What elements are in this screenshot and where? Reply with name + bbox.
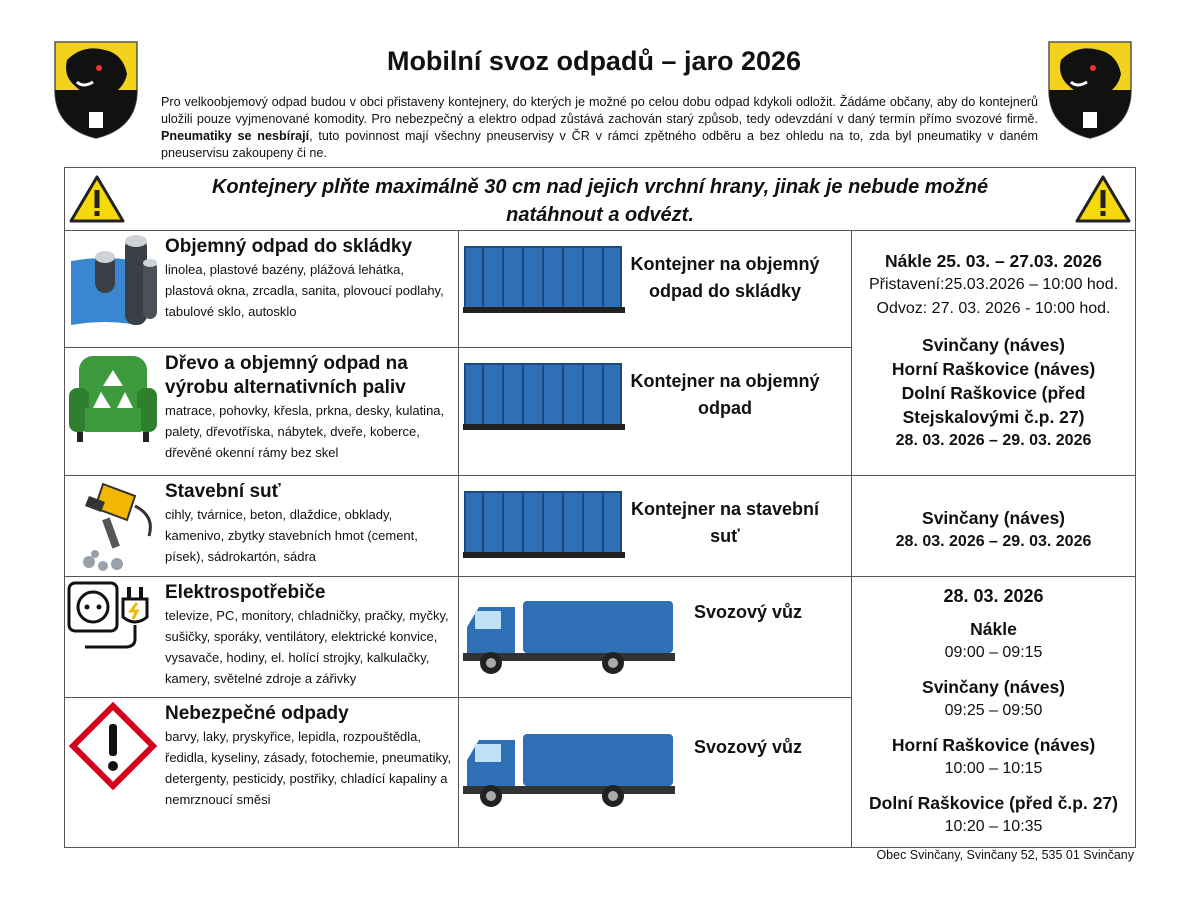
warning-row bbox=[65, 168, 1136, 231]
schedule-cell bbox=[852, 231, 1136, 476]
table-row bbox=[65, 231, 1136, 348]
schedule-date: 28. 03. 2026 bbox=[943, 586, 1044, 606]
category-title: Dřevo a objemný odpad na výrobu alternativních paliv bbox=[165, 353, 408, 398]
category-title: Nebezpečné odpady bbox=[165, 703, 349, 724]
electric-socket-plug-icon bbox=[65, 577, 161, 677]
footer-address: Obec Svinčany, Svinčany 52, 535 01 Svinčany bbox=[876, 848, 1134, 862]
intro-text-1: Pro velkoobjemový odpad budou v obci přistaveny kontejnery, do kterých je možné po celou dobu odpad kdykoli odložit. Žádáme občany, aby do kontejnerů uložili pouze vyjmenované komodity. Pro nebezpečný a elektro odpad zůstává zachován starý způsob, tedy odevzdání v daný termín přímo svozové firmě. bbox=[161, 95, 1038, 126]
category-description: barvy, laky, pryskyřice, lepidla, rozpouštědla, ředidla, kyseliny, zásady, fotochemie, pneumatiky, detergenty, pesticidy, postřiky, chladící kapaliny a nemrznoucí směsi bbox=[165, 729, 452, 807]
schedule-line: Svinčany (náves) bbox=[922, 508, 1065, 528]
schedule-place: Dolní Raškovice (před č.p. 27) bbox=[869, 793, 1118, 813]
schedule-place: Horní Raškovice (náves) bbox=[891, 735, 1096, 755]
vehicle-cell bbox=[459, 348, 852, 476]
roll-off-container-icon bbox=[463, 482, 625, 562]
recycled-armchair-icon bbox=[65, 348, 161, 448]
warning-text: Kontejnery plňte maximálně 30 cm nad jejich vrchní hrany, jinak je nebude možné natáhnout a odvézt. bbox=[211, 176, 989, 226]
roll-off-container-icon bbox=[463, 354, 625, 434]
warning-triangle-icon bbox=[69, 174, 125, 224]
category-cell bbox=[65, 476, 459, 577]
category-description: cihly, tvárnice, beton, dlaždice, obklady, kamenivo, zbytky stavebních hmot (cement, písek), sádrokartón, sádra bbox=[165, 507, 418, 564]
category-title: Stavební suť bbox=[165, 481, 281, 502]
category-cell bbox=[65, 698, 459, 848]
hazard-exclamation-icon bbox=[65, 698, 161, 798]
garbage-truck-icon bbox=[463, 597, 678, 677]
schedule-line: Nákle 25. 03. – 27.03. 2026 bbox=[885, 251, 1102, 271]
category-cell bbox=[65, 348, 459, 476]
vehicle-cell bbox=[459, 698, 852, 848]
category-title: Elektrospotřebiče bbox=[165, 582, 326, 603]
vehicle-label: Svozový vůz bbox=[693, 602, 803, 622]
vehicle-cell bbox=[459, 577, 852, 698]
vehicle-label: Kontejner na stavební suť bbox=[630, 499, 820, 546]
category-cell bbox=[65, 231, 459, 348]
intro-text-2: , tuto povinnost mají všechny pneuservisy v ČR v rámci zpětného odběru a bez ohledu na to, zda byl pneumatiky v daném pneuservisu zakoupeny či ne. bbox=[161, 129, 1038, 160]
vehicle-cell bbox=[459, 231, 852, 348]
schedule-line: 28. 03. 2026 – 29. 03. 2026 bbox=[895, 533, 1092, 550]
schedule-line: Dolní Raškovice (před Stejskalovými č.p. 27) bbox=[901, 383, 1086, 427]
category-description: matrace, pohovky, křesla, prkna, desky, kulatina, palety, dřevotříska, nábytek, dveře, koberce, dřevěné okenní rámy bez skel bbox=[165, 403, 445, 460]
garbage-truck-icon bbox=[463, 730, 678, 810]
schedule-line: Svinčany (náves) bbox=[922, 335, 1065, 355]
linoleum-rolls-icon bbox=[65, 231, 161, 331]
roll-off-container-icon bbox=[463, 237, 625, 317]
schedule-time: 10:20 – 10:35 bbox=[944, 818, 1043, 835]
vehicle-cell bbox=[459, 476, 852, 577]
schedule-line: Horní Raškovice (náves) bbox=[891, 359, 1096, 379]
table-row bbox=[65, 577, 1136, 698]
warning-triangle-icon bbox=[1075, 174, 1131, 224]
table-row bbox=[65, 476, 1136, 577]
warning-cell bbox=[65, 168, 1136, 231]
waste-collection-table bbox=[64, 167, 1136, 848]
schedule-time: 09:00 – 09:15 bbox=[944, 644, 1043, 661]
vehicle-label: Kontejner na objemný odpad do skládky bbox=[630, 254, 820, 301]
schedule-place: Nákle bbox=[970, 619, 1017, 639]
vehicle-label: Svozový vůz bbox=[693, 737, 803, 757]
vehicle-label: Kontejner na objemný odpad bbox=[630, 371, 820, 418]
jackhammer-icon bbox=[65, 476, 161, 576]
schedule-line: Přistavení:25.03.2026 – 10:00 hod. bbox=[868, 276, 1119, 293]
category-description: linolea, plastové bazény, plážová lehátka, plastová okna, zrcadla, sanita, plovoucí podlahy, tabulové sklo, autosklo bbox=[165, 262, 444, 319]
category-cell bbox=[65, 577, 459, 698]
schedule-line: 28. 03. 2026 – 29. 03. 2026 bbox=[895, 432, 1092, 449]
intro-bold-notice: Pneumatiky se nesbírají bbox=[161, 129, 310, 143]
schedule-time: 10:00 – 10:15 bbox=[944, 760, 1043, 777]
schedule-cell bbox=[852, 476, 1136, 577]
intro-paragraph bbox=[161, 94, 1038, 162]
schedule-time: 09:25 – 09:50 bbox=[944, 702, 1043, 719]
schedule-line: Odvoz: 27. 03. 2026 - 10:00 hod. bbox=[876, 300, 1111, 317]
schedule-cell bbox=[852, 577, 1136, 848]
schedule-place: Svinčany (náves) bbox=[922, 677, 1065, 697]
category-title: Objemný odpad do skládky bbox=[165, 236, 413, 257]
page-title: Mobilní svoz odpadů – jaro 2026 bbox=[386, 46, 802, 76]
category-description: televize, PC, monitory, chladničky, pračky, myčky, sušičky, sporáky, ventilátory, elektrické konvice, vysavače, hodiny, el. holící strojky, kalkulačky, kamery, světelné zdroje a zářivky bbox=[165, 608, 449, 686]
